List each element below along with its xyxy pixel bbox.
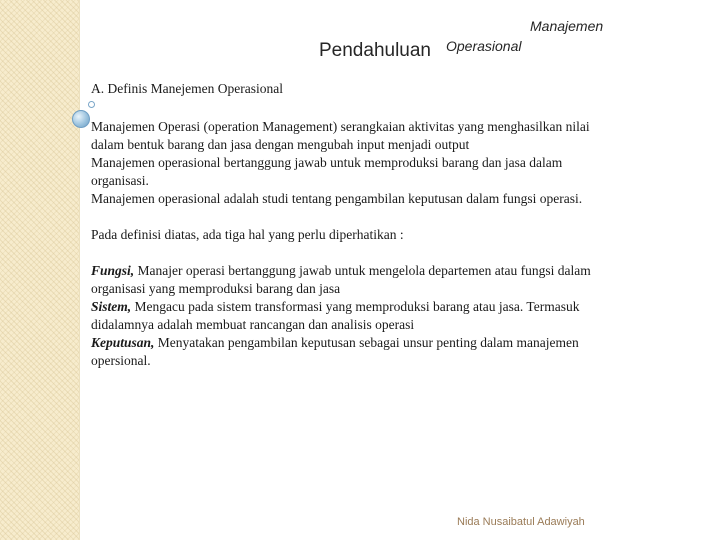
- spacer: [91, 98, 701, 118]
- item-keputusan: [91, 334, 701, 352]
- large-circle-ornament-icon: [72, 110, 90, 128]
- definition-line-1: Manajemen Operasi (operation Management) serangkaian aktivitas yang menghasilkan nilai: [91, 119, 590, 134]
- term-sistem: Sistem,: [91, 299, 132, 314]
- item-sistem-cont: didalamnya adalah membuat rancangan dan analisis operasi: [91, 317, 415, 332]
- item-fungsi-cont: organisasi yang memproduksi barang dan jasa: [91, 281, 341, 296]
- item-fungsi: [91, 262, 701, 280]
- intro-text: Pada definisi diatas, ada tiga hal yang perlu diperhatikan :: [91, 227, 404, 242]
- decorative-side-band: [0, 0, 80, 540]
- section-heading: A. Definis Manejemen Operasional: [91, 81, 283, 96]
- definition-line-5: Manajemen operasional adalah studi tentang pengambilan keputusan dalam fungsi operasi.: [91, 191, 583, 206]
- spacer: [91, 244, 701, 262]
- item-keputusan-cont: opersional.: [91, 353, 151, 368]
- item-sistem: [91, 298, 701, 316]
- spacer: [91, 208, 701, 226]
- item-fungsi-text: Manajer operasi bertanggung jawab untuk mengelola departemen atau fungsi dalam: [134, 263, 591, 278]
- item-keputusan-text: Menyatakan pengambilan keputusan sebagai unsur penting dalam manajemen: [154, 335, 579, 350]
- slide-body: [91, 80, 701, 370]
- title-manajemen: Manajemen: [530, 18, 604, 34]
- item-sistem-text: Mengacu pada sistem transformasi yang memproduksi barang atau jasa. Termasuk: [131, 299, 580, 314]
- term-fungsi: Fungsi,: [91, 263, 135, 278]
- title-pendahuluan: Pendahuluan: [319, 40, 431, 61]
- definition-line-2: dalam bentuk barang dan jasa dengan mengubah input menjadi output: [91, 137, 470, 152]
- footer-author: Nida Nusaibatul Adawiyah: [457, 516, 585, 528]
- definition-line-4: organisasi.: [91, 173, 149, 188]
- term-keputusan: Keputusan,: [91, 335, 155, 350]
- title-operasional: Operasional: [446, 38, 522, 54]
- definition-line-3: Manajemen operasional bertanggung jawab untuk memproduksi barang dan jasa dalam: [91, 155, 563, 170]
